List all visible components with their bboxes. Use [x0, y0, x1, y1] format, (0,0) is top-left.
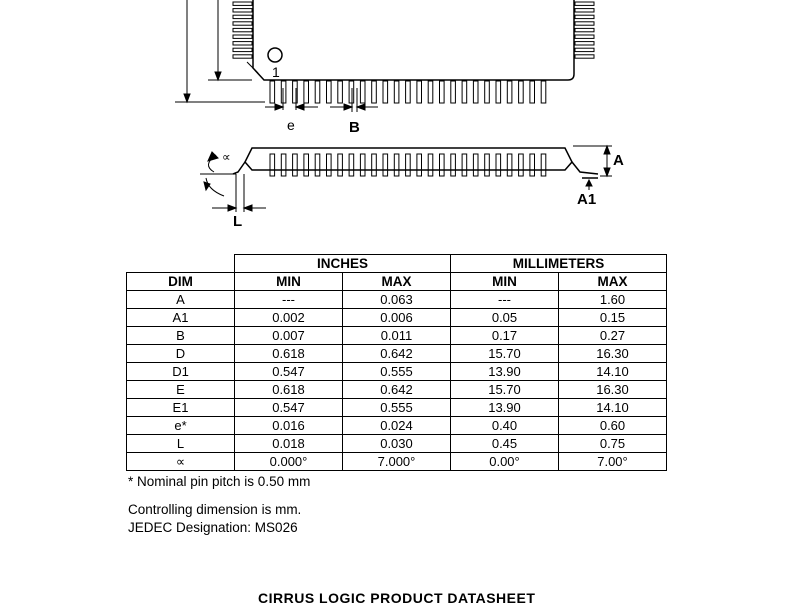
pin: [519, 154, 524, 176]
col-header-mm-max: MAX: [559, 273, 667, 291]
group-header-row: [127, 255, 667, 273]
pin: [473, 154, 478, 176]
value-cell: 0.642: [343, 345, 451, 363]
pin1-label: 1: [272, 64, 280, 80]
table-row: [127, 309, 667, 327]
left-side-pins: [233, 2, 252, 58]
dimension-a1-label: A1: [577, 191, 597, 208]
pin: [496, 154, 501, 176]
package-outline-drawing: [0, 0, 800, 250]
pin: [349, 154, 354, 176]
value-cell: 0.00°: [451, 453, 559, 471]
pin: [394, 154, 399, 176]
dim-cell: D1: [127, 363, 235, 381]
col-header-in-max: MAX: [343, 273, 451, 291]
pin: [233, 15, 252, 18]
pin: [281, 81, 286, 103]
table-row: [127, 363, 667, 381]
value-cell: 16.30: [559, 345, 667, 363]
col-header-in-min: MIN: [235, 273, 343, 291]
pin: [293, 81, 298, 103]
value-cell: 0.024: [343, 417, 451, 435]
pin: [451, 154, 456, 176]
pin: [383, 154, 388, 176]
table-row: [127, 399, 667, 417]
value-cell: 0.063: [343, 291, 451, 309]
pin: [233, 2, 252, 5]
dimension-b-label: B: [349, 119, 360, 136]
pin: [233, 28, 252, 31]
pin: [428, 154, 433, 176]
pin: [233, 42, 252, 45]
controlling-dimension-note: Controlling dimension is mm.: [128, 502, 302, 517]
pin: [507, 154, 512, 176]
pin: [349, 81, 354, 103]
value-cell: 1.60: [559, 291, 667, 309]
pin: [575, 28, 594, 31]
pin: [394, 81, 399, 103]
value-cell: 0.60: [559, 417, 667, 435]
pin: [372, 154, 377, 176]
pin: [507, 81, 512, 103]
pin: [233, 9, 252, 12]
pin: [293, 154, 298, 176]
pin: [281, 154, 286, 176]
value-cell: 0.002: [235, 309, 343, 327]
value-cell: 0.006: [343, 309, 451, 327]
dimension-l-label: L: [233, 213, 243, 230]
value-cell: 0.007: [235, 327, 343, 345]
value-cell: 0.75: [559, 435, 667, 453]
dimension-e-label: e: [287, 117, 295, 133]
pin: [575, 48, 594, 51]
value-cell: 0.618: [235, 381, 343, 399]
col-header-mm-min: MIN: [451, 273, 559, 291]
dim-cell: E: [127, 381, 235, 399]
value-cell: 0.555: [343, 363, 451, 381]
value-cell: 13.90: [451, 363, 559, 381]
value-cell: 0.018: [235, 435, 343, 453]
dimension-a: [573, 146, 612, 190]
pin: [575, 42, 594, 45]
pin: [315, 81, 320, 103]
pin: [233, 35, 252, 38]
pin: [360, 81, 365, 103]
dim-cell: L: [127, 435, 235, 453]
value-cell: 0.27: [559, 327, 667, 345]
table-row: [127, 453, 667, 471]
pin: [530, 81, 535, 103]
right-side-pins: [575, 2, 594, 58]
pin: [233, 22, 252, 25]
pin: [315, 154, 320, 176]
pin: [575, 9, 594, 12]
dim-cell: A1: [127, 309, 235, 327]
dim-cell: B: [127, 327, 235, 345]
table-row: [127, 381, 667, 399]
value-cell: 0.618: [235, 345, 343, 363]
inches-header: INCHES: [235, 255, 451, 273]
pin: [383, 81, 388, 103]
table-row: [127, 327, 667, 345]
pin: [462, 154, 467, 176]
pin: [327, 81, 332, 103]
dimension-a-label: A: [613, 152, 624, 169]
dim-cell: A: [127, 291, 235, 309]
dimension-l: [200, 152, 266, 212]
value-cell: 15.70: [451, 345, 559, 363]
value-cell: 0.547: [235, 399, 343, 417]
pin: [496, 81, 501, 103]
pin: [440, 154, 445, 176]
angle-alpha-label: ∝: [222, 150, 231, 164]
value-cell: ---: [451, 291, 559, 309]
pin: [575, 35, 594, 38]
blank-header-cell: [127, 255, 235, 273]
pin: [462, 81, 467, 103]
value-cell: 0.05: [451, 309, 559, 327]
value-cell: 7.000°: [343, 453, 451, 471]
value-cell: ---: [235, 291, 343, 309]
table-row: [127, 345, 667, 363]
dim-cell: E1: [127, 399, 235, 417]
pin: [519, 81, 524, 103]
pin: [473, 81, 478, 103]
dimension-e: [265, 88, 318, 110]
value-cell: 0.642: [343, 381, 451, 399]
value-cell: 0.45: [451, 435, 559, 453]
side-view-pins: [270, 154, 546, 176]
pin: [451, 81, 456, 103]
value-cell: 0.555: [343, 399, 451, 417]
value-cell: 0.40: [451, 417, 559, 435]
pin: [304, 81, 309, 103]
col-header-dim: DIM: [127, 273, 235, 291]
pin: [360, 154, 365, 176]
pin1-marker-icon: [268, 48, 282, 62]
pin: [530, 154, 535, 176]
pin: [428, 81, 433, 103]
pin: [575, 15, 594, 18]
value-cell: 0.15: [559, 309, 667, 327]
pin: [417, 154, 422, 176]
dim-cell: D: [127, 345, 235, 363]
pin: [304, 154, 309, 176]
millimeters-header: MILLIMETERS: [451, 255, 667, 273]
value-cell: 0.000°: [235, 453, 343, 471]
pin: [233, 55, 252, 58]
pin: [485, 154, 490, 176]
value-cell: 7.00°: [559, 453, 667, 471]
dimensions-table: [126, 254, 667, 471]
value-cell: 13.90: [451, 399, 559, 417]
value-cell: 15.70: [451, 381, 559, 399]
pin: [406, 81, 411, 103]
pin: [372, 81, 377, 103]
pin: [338, 81, 343, 103]
value-cell: 14.10: [559, 399, 667, 417]
dim-cell: e*: [127, 417, 235, 435]
dim-cell: ∝: [127, 453, 235, 471]
pitch-note: * Nominal pin pitch is 0.50 mm: [128, 474, 311, 489]
pin: [575, 55, 594, 58]
column-header-row: [127, 273, 667, 291]
value-cell: 0.17: [451, 327, 559, 345]
value-cell: 0.016: [235, 417, 343, 435]
value-cell: 14.10: [559, 363, 667, 381]
bottom-side-pins: [270, 81, 546, 103]
table-row: [127, 291, 667, 309]
footer-title: CIRRUS LOGIC PRODUCT DATASHEET: [258, 590, 536, 606]
table-row: [127, 417, 667, 435]
pin: [541, 81, 546, 103]
jedec-note: JEDEC Designation: MS026: [128, 520, 298, 535]
pin: [233, 48, 252, 51]
table-row: [127, 435, 667, 453]
value-cell: 16.30: [559, 381, 667, 399]
pin: [485, 81, 490, 103]
pin: [575, 2, 594, 5]
pin: [575, 22, 594, 25]
value-cell: 0.547: [235, 363, 343, 381]
pin: [338, 154, 343, 176]
pin: [406, 154, 411, 176]
pin: [270, 154, 275, 176]
pin: [440, 81, 445, 103]
pin: [417, 81, 422, 103]
package-body: [253, 0, 574, 80]
value-cell: 0.030: [343, 435, 451, 453]
value-cell: 0.011: [343, 327, 451, 345]
pin: [541, 154, 546, 176]
pin: [270, 81, 275, 103]
pin: [327, 154, 332, 176]
